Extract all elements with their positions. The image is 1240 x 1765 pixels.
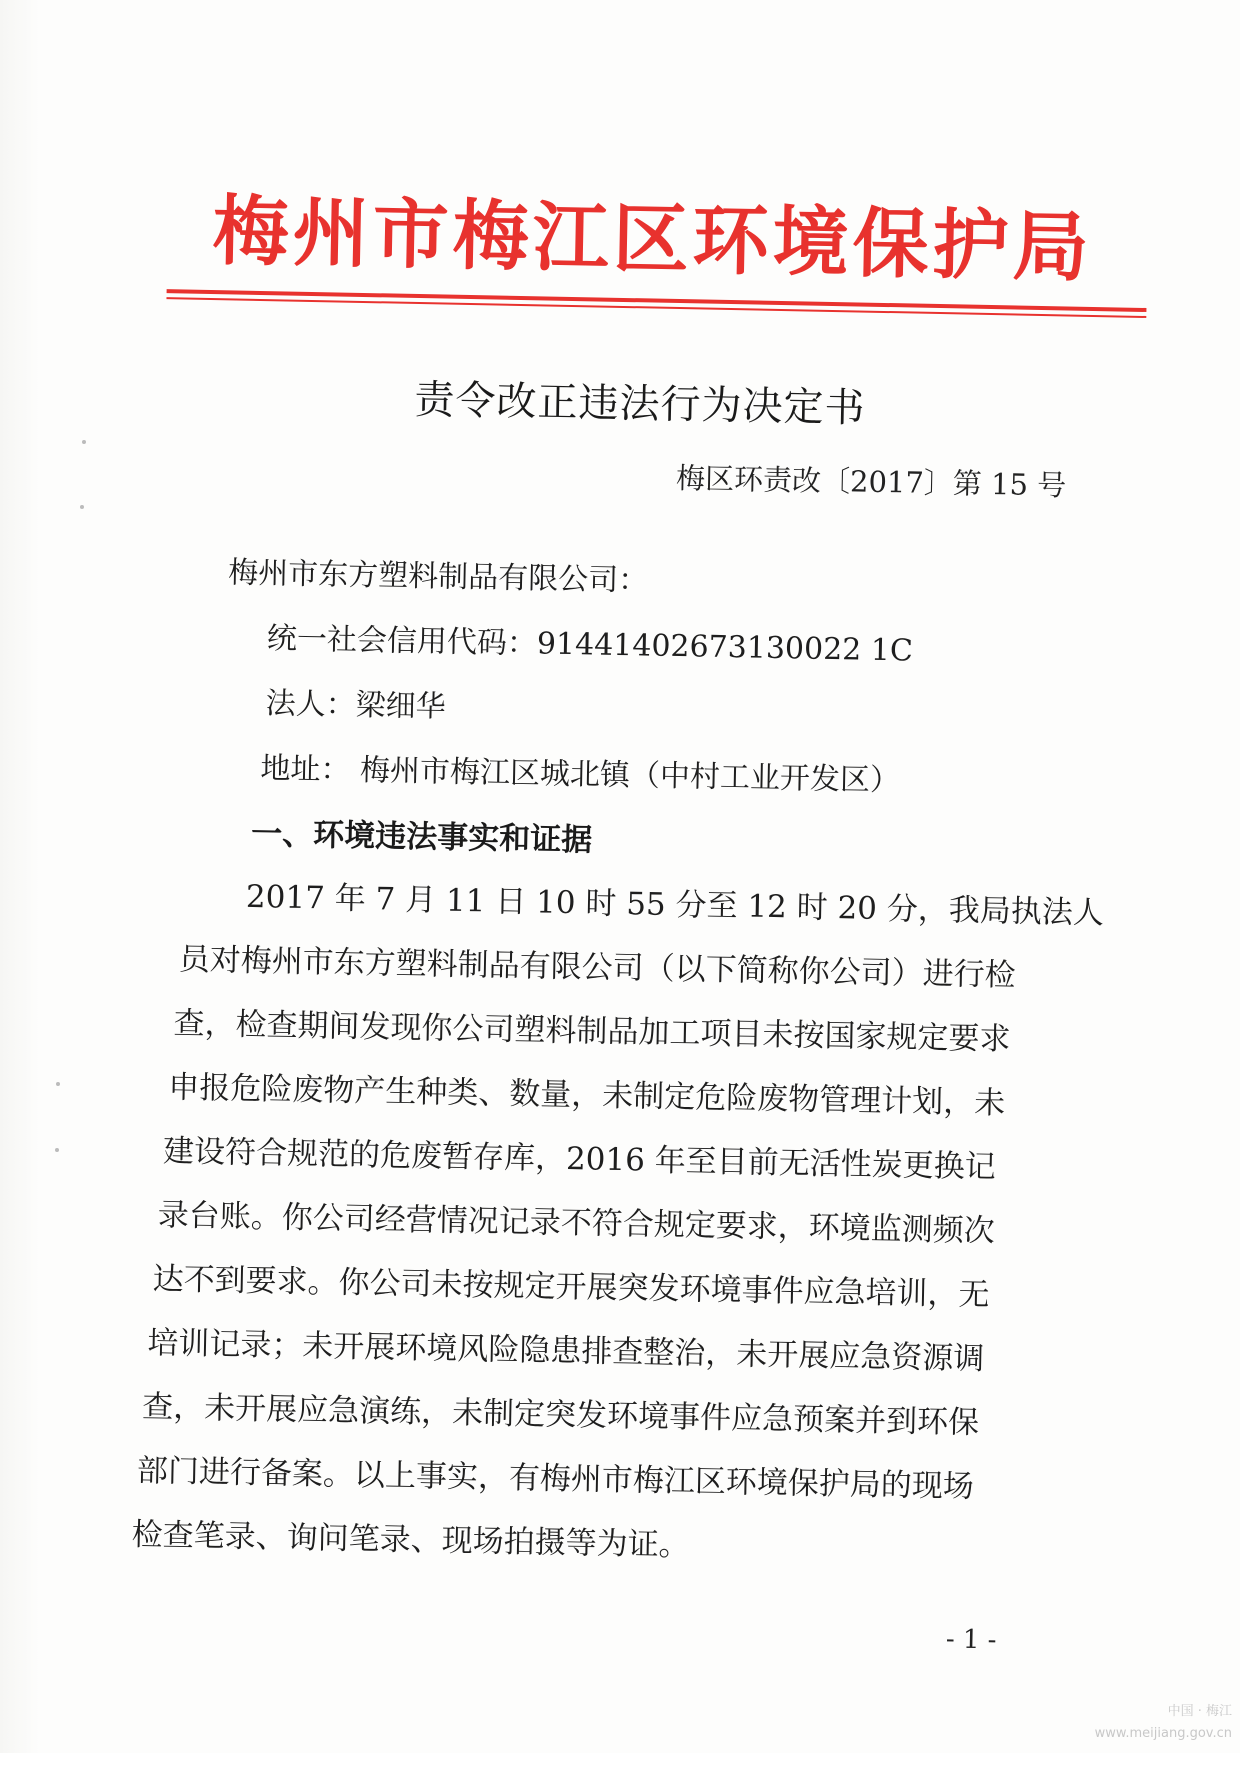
address: 地址： 梅州市梅江区城北镇（中村工业开发区） xyxy=(260,751,901,799)
watermark-url: www.meijiang.gov.cn xyxy=(1094,1726,1232,1741)
paragraph-line: 建设符合规范的危废暂存库，2016 年至目前无活性炭更换记 xyxy=(162,1133,997,1186)
credit-code: 统一社会信用代码：91441402673130022 1C xyxy=(266,621,914,669)
recipient-name: 梅州市东方塑料制品有限公司： xyxy=(227,555,649,599)
page-number: - 1 - xyxy=(945,1624,997,1656)
paragraph-line: 部门进行备案。以上事实，有梅州市梅江区环境保护局的现场 xyxy=(136,1452,975,1505)
paragraph-line: 2017 年 7 月 11 日 10 时 55 分至 12 时 20 分，我局执法人 xyxy=(245,878,1105,932)
agency-letterhead: 梅州市梅江区环境保护局 xyxy=(211,186,1094,292)
site-watermark xyxy=(1095,1701,1232,1745)
paragraph-line: 员对梅州市东方塑料制品有限公司（以下简称你公司）进行检 xyxy=(178,941,1016,994)
paragraph-line: 检查笔录、询问笔录、现场拍摄等为证。 xyxy=(131,1516,690,1564)
paragraph-line: 录台账。你公司经营情况记录不符合规定要求，环境监测频次 xyxy=(157,1197,996,1250)
paragraph-line: 培训记录；未开展环境风险隐患排查整治，未开展应急资源调 xyxy=(147,1325,985,1378)
watermark-line: 中国 · 梅江 xyxy=(1167,1704,1232,1719)
document-title: 责令改正违法行为决定书 xyxy=(414,376,866,432)
paragraph-line: 查，未开展应急演练，未制定突发环境事件应急预案并到环保 xyxy=(141,1388,980,1441)
paragraph-line: 申报危险废物产生种类、数量，未制定危险废物管理计划，未 xyxy=(167,1069,1006,1122)
paragraph-line: 达不到要求。你公司未按规定开展突发环境事件应急培训，无 xyxy=(152,1261,990,1314)
paragraph-line: 查，检查期间发现你公司塑料制品加工项目未按国家规定要求 xyxy=(173,1005,1011,1058)
legal-person: 法人：梁细华 xyxy=(265,686,447,725)
section-heading: 一、环境违法事实和证据 xyxy=(250,815,593,859)
document-number: 梅区环责改〔2017〕第 15 号 xyxy=(675,461,1067,503)
